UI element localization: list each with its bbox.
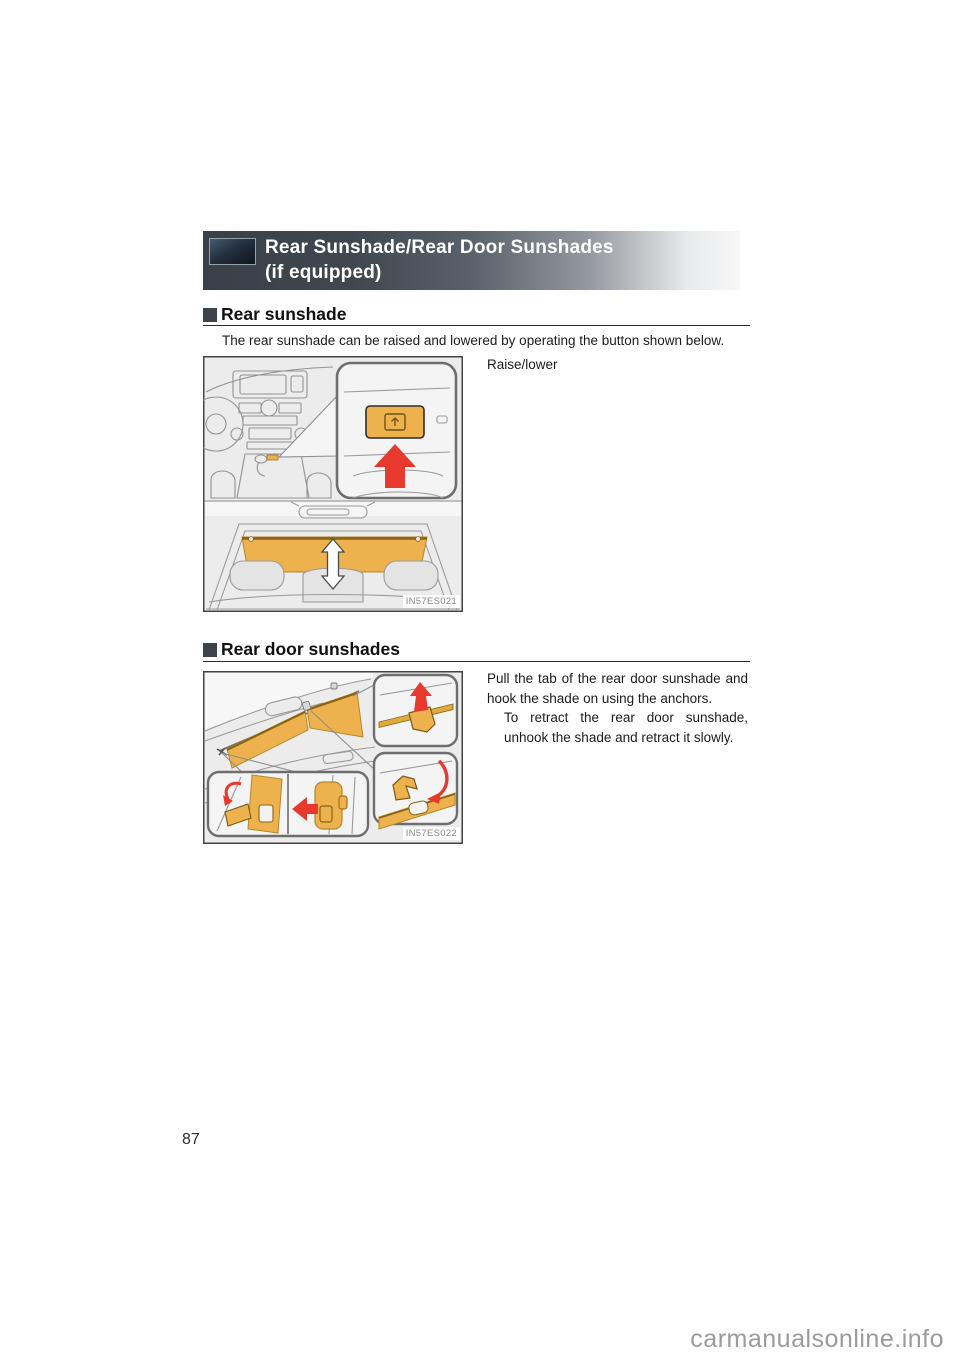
banner-title-line1: Rear Sunshade/Rear Door Sunshades — [265, 237, 614, 258]
figure2-code: IN57ES022 — [403, 827, 460, 840]
hook-callout — [374, 753, 457, 829]
rear-door-sunshade-illustration — [203, 671, 463, 844]
stored-sunshade — [248, 775, 282, 833]
figure1-code: IN57ES021 — [403, 595, 460, 608]
body-line: hook the shade on using the anchors. — [487, 690, 713, 706]
sunshade-photo-thumbnail — [209, 238, 256, 265]
banner-title-line2: (if equipped) — [265, 262, 382, 283]
tab-detail-callout — [208, 772, 368, 836]
section-banner — [203, 231, 740, 290]
console-sunshade-button — [267, 455, 278, 460]
body-line: unhook the shade and retract it slowly. — [504, 729, 734, 745]
square-bullet-icon — [203, 643, 217, 657]
section1-body: The rear sunshade can be raised and lowered by operating the button shown below. — [222, 333, 725, 348]
pull-tab-callout — [374, 675, 457, 746]
page-number: 87 — [182, 1131, 200, 1148]
button-callout — [337, 363, 456, 498]
heading-rule — [203, 661, 750, 662]
heading-text: Rear door sunshades — [221, 639, 400, 659]
body-line: Pull the tab of the rear door sunshade and — [487, 671, 748, 686]
square-bullet-icon — [203, 308, 217, 322]
heading-rule — [203, 325, 750, 326]
body-line: To retract the rear door sunshade, — [504, 710, 748, 725]
figure-rear-door-sunshades — [203, 671, 463, 844]
figure1-caption: Raise/lower — [487, 357, 558, 372]
figure-rear-sunshade — [203, 356, 463, 612]
headrest-left — [230, 561, 284, 590]
headrest-right — [384, 561, 438, 590]
heading-rear-sunshade — [203, 304, 623, 325]
heading-text: Rear sunshade — [221, 304, 347, 324]
section2-body — [487, 669, 748, 747]
banner-title — [265, 235, 614, 285]
heading-rear-door-sunshades — [203, 639, 623, 660]
rear-sunshade-illustration — [203, 356, 463, 612]
anchor-dot — [331, 683, 337, 689]
watermark: carmanualsonline.info — [690, 1325, 944, 1353]
